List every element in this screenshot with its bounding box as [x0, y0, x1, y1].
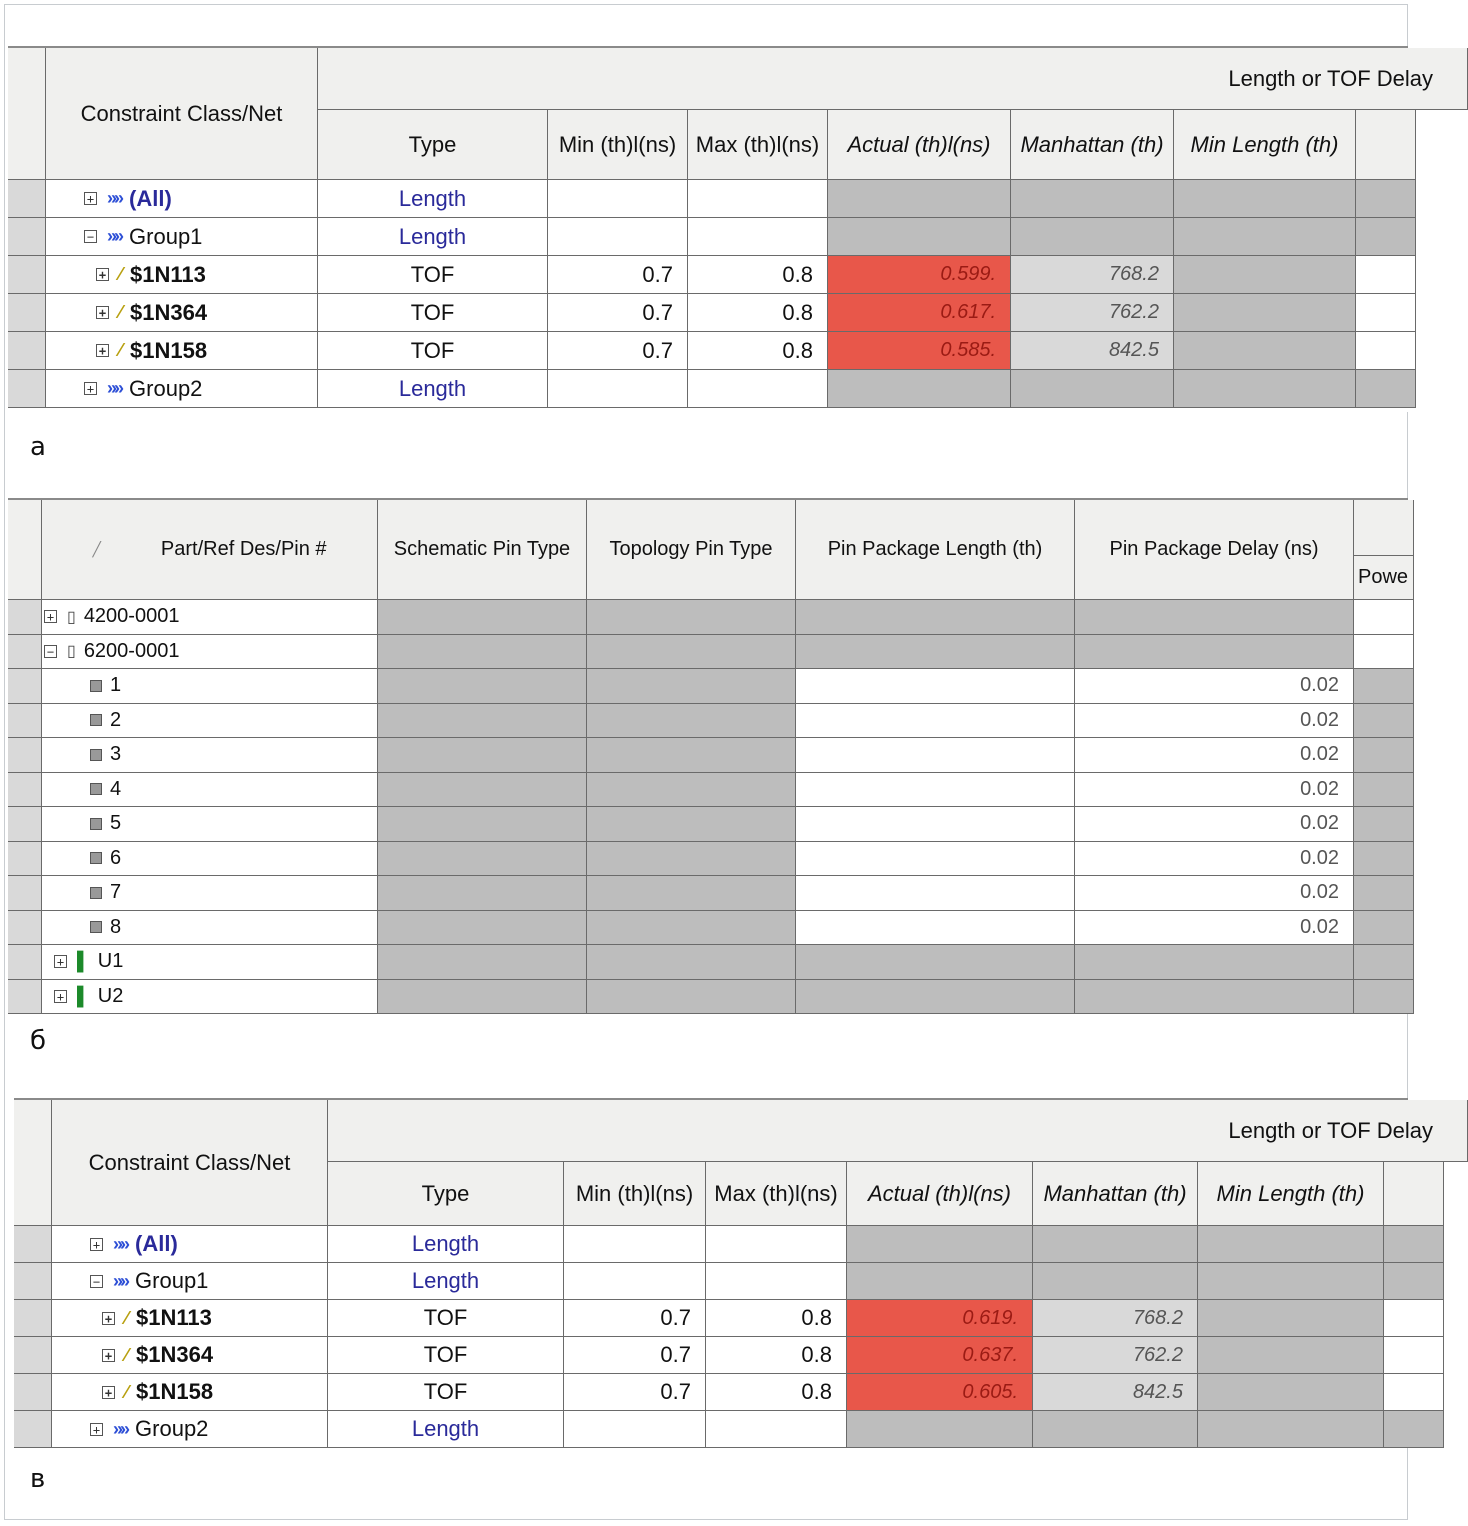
actual-cell: 0.605.: [847, 1374, 1033, 1411]
tree-row-label: 7: [110, 881, 122, 904]
min-cell[interactable]: 0.7: [564, 1337, 706, 1374]
row-selector[interactable]: [8, 738, 42, 773]
extra-cell: [1356, 294, 1416, 332]
part-icon: ▯: [67, 608, 76, 626]
caption-b: б: [30, 1026, 47, 1056]
topology-pin-type-cell: [587, 911, 796, 946]
group-icon: »»: [107, 378, 122, 398]
actual-cell: 0.637.: [847, 1337, 1033, 1374]
pin-package-delay-cell[interactable]: 0.02: [1075, 911, 1354, 946]
row-selector[interactable]: [8, 945, 42, 980]
header-extra: [1356, 110, 1416, 180]
header-type[interactable]: Type: [328, 1162, 564, 1226]
max-cell[interactable]: 0.8: [706, 1374, 847, 1411]
net-name: (All): [129, 185, 172, 211]
pin-icon: [90, 818, 102, 830]
type-cell[interactable]: Length: [328, 1411, 564, 1448]
pin-package-delay-cell: [1075, 980, 1354, 1015]
tree-row[interactable]: [42, 773, 378, 808]
part-ref-header[interactable]: [42, 500, 378, 600]
manhattan-cell: 842.5: [1011, 332, 1174, 370]
actual-cell: [828, 180, 1011, 218]
pin-icon: [90, 749, 102, 761]
actual-cell: [847, 1226, 1033, 1263]
expand-toggle-icon[interactable]: +: [84, 382, 97, 395]
header-manhattan[interactable]: Manhattan (th): [1011, 110, 1174, 180]
extra-cell: [1384, 1374, 1444, 1411]
power-cell: [1354, 600, 1414, 635]
row-selector[interactable]: [14, 1226, 52, 1263]
min-length-cell: [1198, 1374, 1384, 1411]
pin-package-delay-cell[interactable]: 0.02: [1075, 738, 1354, 773]
expand-toggle-icon[interactable]: +: [54, 955, 67, 968]
type-cell[interactable]: TOF: [318, 256, 548, 294]
min-cell[interactable]: 0.7: [564, 1374, 706, 1411]
max-cell[interactable]: [688, 180, 828, 218]
pin-table-b: [8, 498, 1409, 1007]
row-selector[interactable]: [14, 1374, 52, 1411]
pin-package-length-cell[interactable]: [796, 842, 1075, 877]
manhattan-cell: [1011, 370, 1174, 408]
pin-package-length-cell[interactable]: [796, 704, 1075, 739]
net-name: Group1: [129, 223, 203, 249]
tree-row[interactable]: [52, 1411, 328, 1448]
row-selector[interactable]: [8, 256, 46, 294]
header-extra: [1384, 1162, 1444, 1226]
tree-row[interactable]: [46, 256, 318, 294]
tree-row-label: 8: [110, 915, 122, 938]
min-length-cell: [1198, 1263, 1384, 1300]
tree-row-label: 4200-0001: [83, 605, 180, 628]
type-cell[interactable]: TOF: [328, 1337, 564, 1374]
tree-row[interactable]: [46, 218, 318, 256]
manhattan-cell: [1011, 180, 1174, 218]
manhattan-cell: [1011, 218, 1174, 256]
component-icon: ▌: [77, 985, 90, 1006]
pin-icon: [90, 680, 102, 692]
min-length-cell: [1174, 332, 1356, 370]
extra-cell: [1356, 218, 1416, 256]
tree-row-label: 1: [110, 674, 122, 697]
row-selector[interactable]: [8, 294, 46, 332]
row-selector[interactable]: [8, 773, 42, 808]
topology-pin-type-cell: [587, 635, 796, 670]
net-icon: ⁄: [119, 264, 123, 284]
tree-row[interactable]: [42, 945, 378, 980]
part-ref-header-label: Part/Ref Des/Pin #: [160, 538, 327, 560]
expand-toggle-icon[interactable]: −: [90, 1275, 103, 1288]
min-cell[interactable]: [564, 1263, 706, 1300]
net-name: $1N364: [136, 1342, 214, 1367]
min-length-cell: [1174, 370, 1356, 408]
type-cell[interactable]: TOF: [318, 332, 548, 370]
extra-cell: [1384, 1411, 1444, 1448]
type-cell[interactable]: TOF: [328, 1300, 564, 1337]
power-cell: [1354, 635, 1414, 670]
tree-row[interactable]: [42, 980, 378, 1015]
pin-package-length-cell[interactable]: [796, 876, 1075, 911]
header-min-length[interactable]: Min Length (th): [1198, 1162, 1384, 1226]
tree-row-label: 6200-0001: [83, 639, 180, 662]
tree-row[interactable]: [52, 1226, 328, 1263]
max-cell[interactable]: [706, 1263, 847, 1300]
schematic-pin-type-cell: [378, 807, 587, 842]
pin-package-length-cell[interactable]: [796, 669, 1075, 704]
topology-pin-type-cell: [587, 669, 796, 704]
tree-row[interactable]: [42, 738, 378, 773]
expand-toggle-icon[interactable]: +: [102, 1349, 115, 1362]
min-cell[interactable]: [548, 218, 688, 256]
row-selector[interactable]: [8, 370, 46, 408]
row-selector[interactable]: [8, 600, 42, 635]
type-cell[interactable]: Length: [318, 218, 548, 256]
power-cell: [1354, 945, 1414, 980]
pin-icon: [90, 921, 102, 933]
min-cell[interactable]: [564, 1226, 706, 1263]
net-name: Group2: [129, 375, 203, 401]
pin-package-delay-cell[interactable]: 0.02: [1075, 876, 1354, 911]
min-length-cell: [1174, 294, 1356, 332]
pin-package-length-cell: [796, 980, 1075, 1015]
tree-row-label: U1: [97, 950, 124, 973]
expand-toggle-icon[interactable]: +: [102, 1312, 115, 1325]
pin-package-delay-header[interactable]: Pin Package Delay (ns): [1075, 500, 1354, 600]
power-cell: [1354, 911, 1414, 946]
pin-package-delay-cell: [1075, 635, 1354, 670]
constraint-table-c: [14, 1098, 1433, 1441]
pin-package-delay-cell: [1075, 600, 1354, 635]
net-name: $1N113: [136, 1305, 212, 1330]
net-name: Group2: [135, 1416, 209, 1441]
tree-row[interactable]: [42, 807, 378, 842]
row-selector[interactable]: [14, 1300, 52, 1337]
net-name: $1N364: [130, 299, 208, 325]
row-selector-header: [14, 1100, 52, 1226]
tree-row-label: 3: [110, 743, 122, 766]
power-cell: [1354, 807, 1414, 842]
schematic-pin-type-cell: [378, 876, 587, 911]
topology-pin-type-cell: [587, 807, 796, 842]
row-selector[interactable]: [8, 842, 42, 877]
type-cell[interactable]: TOF: [328, 1374, 564, 1411]
tree-row-label: 4: [110, 777, 122, 800]
header-max[interactable]: Max (th)l(ns): [688, 110, 828, 180]
pin-package-length-cell[interactable]: [796, 911, 1075, 946]
power-cell: [1354, 876, 1414, 911]
expand-toggle-icon[interactable]: −: [44, 645, 57, 658]
expand-toggle-icon[interactable]: +: [96, 344, 109, 357]
type-cell[interactable]: Length: [328, 1226, 564, 1263]
caption-c: в: [30, 1464, 46, 1494]
actual-cell: [847, 1263, 1033, 1300]
net-name: (All): [135, 1231, 178, 1256]
actual-cell: [828, 218, 1011, 256]
max-cell[interactable]: [706, 1411, 847, 1448]
group-icon: »»: [113, 1418, 128, 1439]
tree-row-label: 6: [110, 846, 122, 869]
tree-row[interactable]: [46, 332, 318, 370]
topology-pin-type-cell: [587, 738, 796, 773]
extra-cell: [1384, 1300, 1444, 1337]
extra-cell: [1356, 180, 1416, 218]
expand-toggle-icon[interactable]: +: [102, 1386, 115, 1399]
row-selector-header: [8, 48, 46, 180]
min-length-cell: [1198, 1411, 1384, 1448]
group-icon: »»: [113, 1233, 128, 1254]
pin-package-length-header[interactable]: Pin Package Length (th): [796, 500, 1075, 600]
pin-icon: [90, 887, 102, 899]
topology-pin-type-cell: [587, 980, 796, 1015]
header-manhattan[interactable]: Manhattan (th): [1033, 1162, 1198, 1226]
max-cell[interactable]: [688, 370, 828, 408]
pin-package-length-cell: [796, 635, 1075, 670]
net-name: $1N158: [130, 337, 208, 363]
schematic-pin-type-cell: [378, 635, 587, 670]
group-icon: »»: [107, 226, 122, 246]
row-selector[interactable]: [14, 1337, 52, 1374]
expand-toggle-icon[interactable]: +: [44, 610, 57, 623]
tree-row[interactable]: [42, 842, 378, 877]
length-tof-group-header: Length or TOF Delay: [318, 48, 1468, 110]
schematic-pin-type-cell: [378, 842, 587, 877]
tree-row-label: 2: [110, 708, 122, 731]
pin-package-delay-cell: [1075, 945, 1354, 980]
length-tof-group-header: Length or TOF Delay: [328, 1100, 1468, 1162]
actual-cell: [828, 370, 1011, 408]
expand-toggle-icon[interactable]: +: [84, 192, 97, 205]
topology-pin-type-cell: [587, 773, 796, 808]
extra-cell: [1356, 370, 1416, 408]
row-selector[interactable]: [8, 332, 46, 370]
tree-row[interactable]: [46, 370, 318, 408]
header-actual[interactable]: Actual (th)l(ns): [828, 110, 1011, 180]
tree-row[interactable]: [42, 635, 378, 670]
max-cell[interactable]: [688, 218, 828, 256]
expand-toggle-icon[interactable]: +: [90, 1423, 103, 1436]
tree-row[interactable]: [52, 1263, 328, 1300]
tree-row-label: 5: [110, 812, 122, 835]
manhattan-cell: [1033, 1263, 1198, 1300]
actual-cell: [847, 1411, 1033, 1448]
power-cell: [1354, 980, 1414, 1015]
actual-cell: 0.617.: [828, 294, 1011, 332]
net-name: Group1: [135, 1268, 209, 1293]
group-icon: »»: [107, 188, 122, 208]
row-selector-header: [8, 500, 42, 600]
part-icon: ▯: [67, 643, 76, 661]
extra-cell: [1384, 1226, 1444, 1263]
header-type[interactable]: Type: [318, 110, 548, 180]
min-cell[interactable]: 0.7: [548, 294, 688, 332]
topology-pin-type-cell: [587, 842, 796, 877]
header-min[interactable]: Min (th)l(ns): [564, 1162, 706, 1226]
extra-cell: [1356, 332, 1416, 370]
max-cell[interactable]: 0.8: [688, 294, 828, 332]
sort-indicator-icon: ╱: [92, 541, 101, 557]
type-cell[interactable]: TOF: [318, 294, 548, 332]
pin-package-delay-cell[interactable]: 0.02: [1075, 842, 1354, 877]
tree-row[interactable]: [42, 704, 378, 739]
extra-cell: [1384, 1263, 1444, 1300]
pin-package-length-cell[interactable]: [796, 807, 1075, 842]
row-selector[interactable]: [8, 704, 42, 739]
max-cell[interactable]: 0.8: [706, 1300, 847, 1337]
expand-toggle-icon[interactable]: −: [84, 230, 97, 243]
constraint-table-a: [8, 46, 1433, 412]
pin-package-length-cell[interactable]: [796, 738, 1075, 773]
max-cell[interactable]: 0.8: [706, 1337, 847, 1374]
net-icon: ⁄: [119, 340, 123, 360]
row-selector[interactable]: [8, 180, 46, 218]
tree-row[interactable]: [42, 669, 378, 704]
tree-row[interactable]: [46, 180, 318, 218]
pin-icon: [90, 852, 102, 864]
type-cell[interactable]: Length: [318, 370, 548, 408]
topology-pin-type-cell: [587, 704, 796, 739]
actual-cell: 0.619.: [847, 1300, 1033, 1337]
schematic-pin-type-cell: [378, 669, 587, 704]
actual-cell: 0.599.: [828, 256, 1011, 294]
min-length-cell: [1198, 1226, 1384, 1263]
header-actual[interactable]: Actual (th)l(ns): [847, 1162, 1033, 1226]
pin-icon: [90, 714, 102, 726]
power-cell: [1354, 773, 1414, 808]
net-name: $1N158: [136, 1379, 214, 1404]
expand-toggle-icon[interactable]: +: [96, 268, 109, 281]
caption-a: а: [30, 432, 46, 462]
min-length-cell: [1198, 1300, 1384, 1337]
min-cell[interactable]: 0.7: [548, 332, 688, 370]
manhattan-cell: 768.2: [1011, 256, 1174, 294]
pin-package-delay-cell[interactable]: 0.02: [1075, 669, 1354, 704]
extra-cell: [1356, 256, 1416, 294]
min-cell[interactable]: [548, 370, 688, 408]
schematic-pin-type-cell: [378, 600, 587, 635]
extra-cell: [1384, 1337, 1444, 1374]
topology-pin-type-cell: [587, 876, 796, 911]
row-selector[interactable]: [8, 218, 46, 256]
min-length-cell: [1174, 218, 1356, 256]
min-length-cell: [1174, 256, 1356, 294]
header-min-length[interactable]: Min Length (th): [1174, 110, 1356, 180]
net-name: $1N113: [130, 261, 206, 287]
pin-package-length-cell: [796, 600, 1075, 635]
expand-toggle-icon[interactable]: +: [54, 990, 67, 1003]
schematic-pin-type-cell: [378, 704, 587, 739]
power-header[interactable]: Powe: [1354, 556, 1414, 600]
pin-package-delay-cell[interactable]: 0.02: [1075, 704, 1354, 739]
pin-package-delay-cell[interactable]: 0.02: [1075, 807, 1354, 842]
pin-icon: [90, 783, 102, 795]
row-selector[interactable]: [8, 635, 42, 670]
class-net-header: Constraint Class/Net: [46, 48, 318, 180]
tree-row[interactable]: [52, 1337, 328, 1374]
row-selector[interactable]: [8, 911, 42, 946]
manhattan-cell: 768.2: [1033, 1300, 1198, 1337]
pin-package-length-cell: [796, 945, 1075, 980]
actual-cell: 0.585.: [828, 332, 1011, 370]
power-cell: [1354, 842, 1414, 877]
expand-toggle-icon[interactable]: +: [90, 1238, 103, 1251]
min-length-cell: [1198, 1337, 1384, 1374]
min-cell[interactable]: [564, 1411, 706, 1448]
manhattan-cell: 842.5: [1033, 1374, 1198, 1411]
row-selector[interactable]: [14, 1411, 52, 1448]
net-icon: ⁄: [119, 302, 123, 322]
type-cell[interactable]: Length: [328, 1263, 564, 1300]
power-cell: [1354, 669, 1414, 704]
schematic-pin-type-cell: [378, 980, 587, 1015]
topology-pin-type-cell: [587, 600, 796, 635]
schematic-pin-type-cell: [378, 945, 587, 980]
manhattan-cell: [1033, 1411, 1198, 1448]
topology-pin-type-cell: [587, 945, 796, 980]
topology-pin-type-header[interactable]: Topology Pin Type: [587, 500, 796, 600]
manhattan-cell: 762.2: [1033, 1337, 1198, 1374]
class-net-header: Constraint Class/Net: [52, 1100, 328, 1226]
power-group-header: [1354, 500, 1414, 556]
type-cell[interactable]: Length: [318, 180, 548, 218]
pin-package-length-cell[interactable]: [796, 773, 1075, 808]
expand-toggle-icon[interactable]: +: [96, 306, 109, 319]
schematic-pin-type-cell: [378, 911, 587, 946]
pin-package-delay-cell[interactable]: 0.02: [1075, 773, 1354, 808]
tree-row[interactable]: [52, 1300, 328, 1337]
row-selector[interactable]: [14, 1263, 52, 1300]
group-icon: »»: [113, 1270, 128, 1291]
tree-row[interactable]: [42, 600, 378, 635]
tree-row[interactable]: [42, 911, 378, 946]
max-cell[interactable]: [706, 1226, 847, 1263]
power-cell: [1354, 738, 1414, 773]
net-icon: ⁄: [125, 1381, 129, 1402]
min-length-cell: [1174, 180, 1356, 218]
max-cell[interactable]: 0.8: [688, 256, 828, 294]
header-min[interactable]: Min (th)l(ns): [548, 110, 688, 180]
schematic-pin-type-cell: [378, 773, 587, 808]
max-cell[interactable]: 0.8: [688, 332, 828, 370]
tree-row-label: U2: [97, 984, 124, 1007]
schematic-pin-type-cell: [378, 738, 587, 773]
row-selector[interactable]: [8, 980, 42, 1015]
row-selector[interactable]: [8, 807, 42, 842]
tree-row[interactable]: [42, 876, 378, 911]
row-selector[interactable]: [8, 876, 42, 911]
net-icon: ⁄: [125, 1307, 129, 1328]
min-cell[interactable]: 0.7: [548, 256, 688, 294]
manhattan-cell: [1033, 1226, 1198, 1263]
net-icon: ⁄: [125, 1344, 129, 1365]
min-cell[interactable]: [548, 180, 688, 218]
manhattan-cell: 762.2: [1011, 294, 1174, 332]
tree-row[interactable]: [52, 1374, 328, 1411]
schematic-pin-type-header[interactable]: Schematic Pin Type: [378, 500, 587, 600]
min-cell[interactable]: 0.7: [564, 1300, 706, 1337]
header-max[interactable]: Max (th)l(ns): [706, 1162, 847, 1226]
component-icon: ▌: [77, 951, 90, 972]
tree-row[interactable]: [46, 294, 318, 332]
row-selector[interactable]: [8, 669, 42, 704]
power-cell: [1354, 704, 1414, 739]
